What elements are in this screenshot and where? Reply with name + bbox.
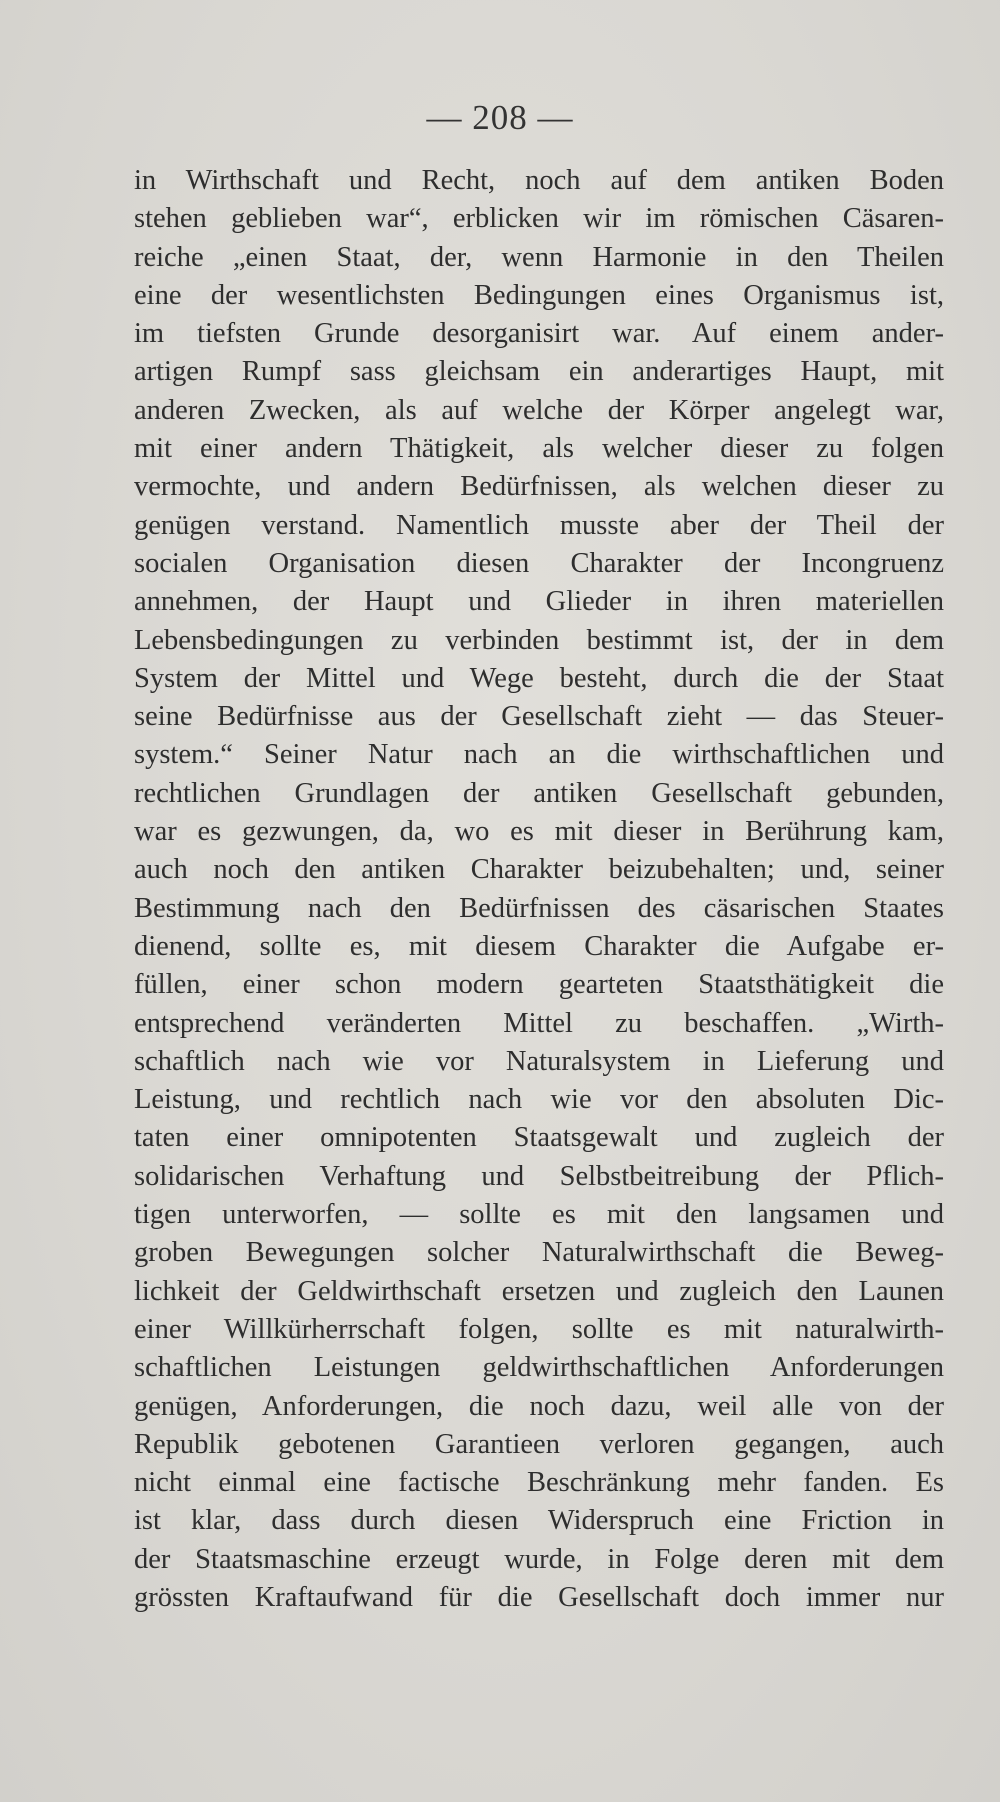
text-line: füllen, einer schon modern gearteten Staatsthätigkeit die: [134, 969, 944, 1001]
text-line: genügen verstand. Namentlich musste aber der Theil der: [134, 509, 944, 541]
text-line: dienend, sollte es, mit diesem Charakter die Aufgabe er-: [134, 930, 944, 962]
text-line: in Wirthschaft und Recht, noch auf dem antiken Boden: [134, 165, 944, 196]
page-number: — 208 —: [426, 98, 574, 137]
text-line: socialen Organisation diesen Charakter der Incongruenz: [134, 547, 944, 579]
text-line: grössten Kraftaufwand für die Gesellschaft doch immer nur: [134, 1581, 944, 1613]
text-line: system.“ Seiner Natur nach an die wirthschaftlichen und: [134, 739, 944, 771]
text-line: Republik gebotenen Garantieen verloren gegangen, auch: [134, 1428, 944, 1460]
text-line: groben Bewegungen solcher Naturalwirthschaft die Beweg-: [134, 1237, 944, 1269]
text-line: mit einer andern Thätigkeit, als welcher dieser zu folgen: [134, 433, 944, 465]
text-line: nicht einmal eine factische Beschränkung mehr fanden. Es: [134, 1467, 944, 1499]
text-line: artigen Rumpf sass gleichsam ein anderartiges Haupt, mit: [134, 356, 944, 388]
text-line: Bestimmung nach den Bedürfnissen des cäsarischen Staates: [134, 892, 944, 924]
text-line: schaftlichen Leistungen geldwirthschaftlichen Anforderungen: [134, 1352, 944, 1384]
text-line: solidarischen Verhaftung und Selbstbeitreibung der Pflich-: [134, 1160, 944, 1192]
text-line: stehen geblieben war“, erblicken wir im römischen Cäsaren-: [134, 203, 944, 235]
text-line: vermochte, und andern Bedürfnissen, als welchen dieser zu: [134, 471, 944, 503]
text-line: tigen unterworfen, — sollte es mit den langsamen und: [134, 1199, 944, 1231]
text-line: auch noch den antiken Charakter beizubehalten; und, seiner: [134, 854, 944, 886]
text-line: war es gezwungen, da, wo es mit dieser in Berührung kam,: [134, 816, 944, 848]
text-line: anderen Zwecken, als auf welche der Körper angelegt war,: [134, 394, 944, 426]
text-line: rechtlichen Grundlagen der antiken Gesellschaft gebunden,: [134, 777, 944, 809]
text-line: lichkeit der Geldwirthschaft ersetzen und zugleich den Launen: [134, 1275, 944, 1307]
text-line: annehmen, der Haupt und Glieder in ihren materiellen: [134, 586, 944, 618]
text-line: einer Willkürherrschaft folgen, sollte es mit naturalwirth-: [134, 1313, 944, 1345]
text-line: entsprechend veränderten Mittel zu beschaffen. „Wirth-: [134, 1007, 944, 1039]
text-line: der Staatsmaschine erzeugt wurde, in Folge deren mit dem: [134, 1543, 944, 1575]
text-line: reiche „einen Staat, der, wenn Harmonie in den Theilen: [134, 241, 944, 273]
body-text: [134, 162, 944, 1617]
text-line: seine Bedürfnisse aus der Gesellschaft zieht — das Steuer-: [134, 701, 944, 733]
text-line: System der Mittel und Wege besteht, durch die der Staat: [134, 662, 944, 694]
text-line: Leistung, und rechtlich nach wie vor den absoluten Dic-: [134, 1084, 944, 1116]
text-line: eine der wesentlichsten Bedingungen eines Organismus ist,: [134, 279, 944, 311]
text-line: Lebensbedingungen zu verbinden bestimmt ist, der in dem: [134, 624, 944, 656]
text-line: taten einer omnipotenten Staatsgewalt und zugleich der: [134, 1122, 944, 1154]
text-line: schaftlich nach wie vor Naturalsystem in Lieferung und: [134, 1045, 944, 1077]
text-line: ist klar, dass durch diesen Widerspruch eine Friction in: [134, 1505, 944, 1537]
text-line: im tiefsten Grunde desorganisirt war. Auf einem ander-: [134, 318, 944, 350]
text-line: genügen, Anforderungen, die noch dazu, weil alle von der: [134, 1390, 944, 1422]
